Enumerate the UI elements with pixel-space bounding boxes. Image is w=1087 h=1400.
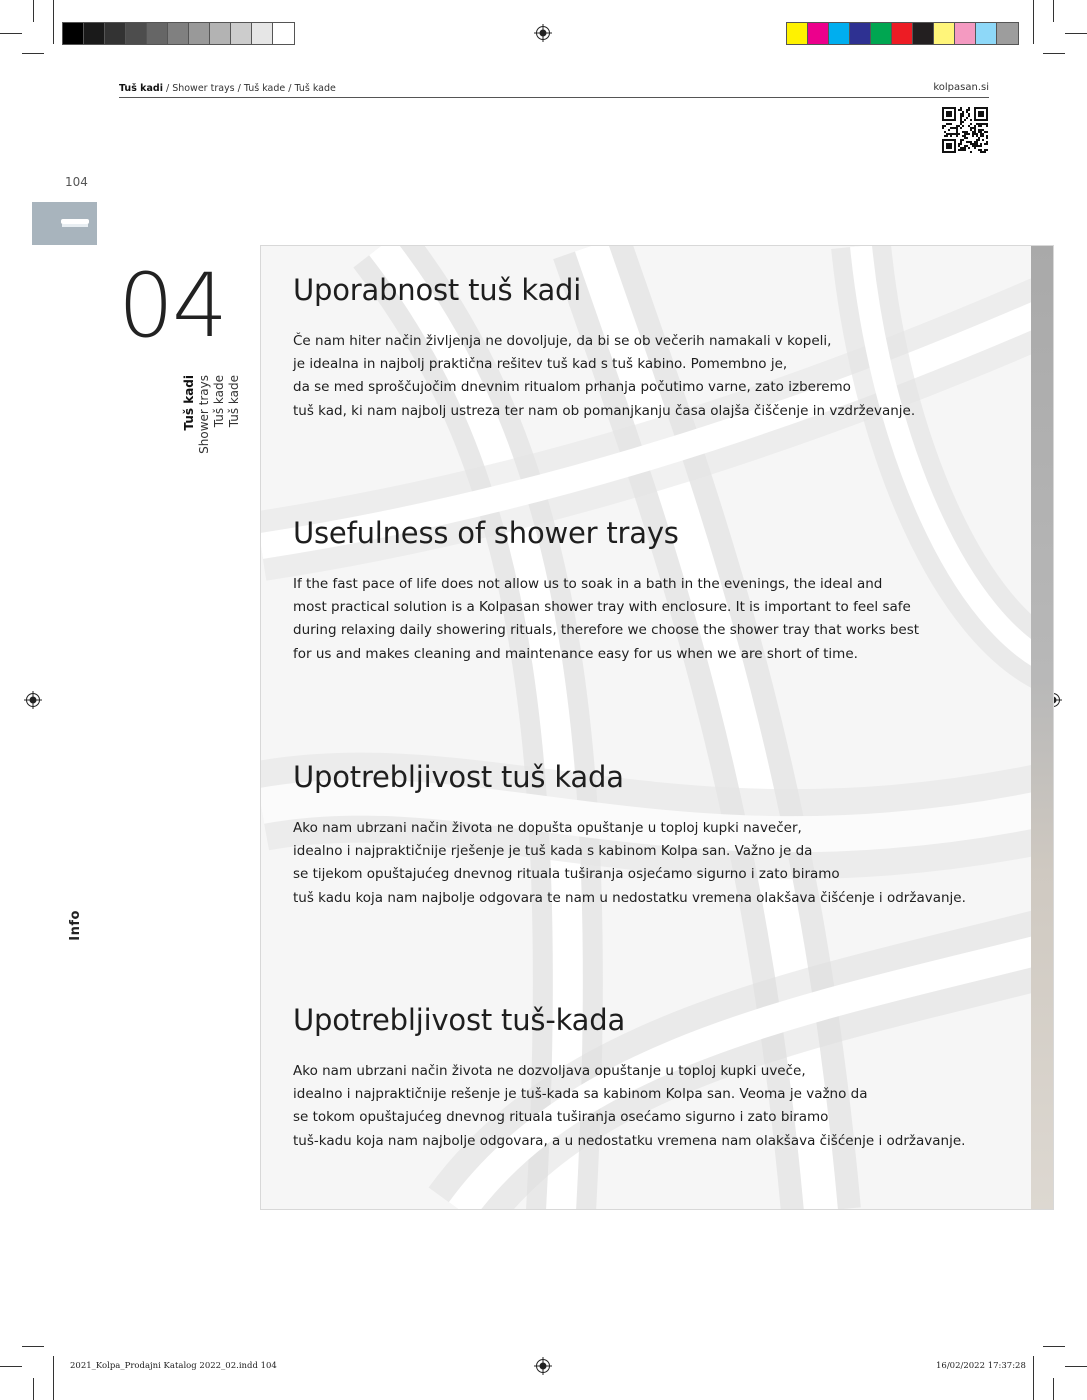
color-swatch: [871, 23, 892, 44]
color-calibration-bar: [786, 22, 1019, 45]
footer-timestamp: 16/02/2022 17:37:28: [936, 1361, 1026, 1371]
paragraph-line: for us and makes cleaning and maintenance easy for us when we are short of time.: [293, 645, 858, 662]
color-swatch: [913, 23, 934, 44]
gray-swatch: [273, 23, 294, 44]
shower-tray-icon: [32, 202, 97, 245]
header-divider: [119, 97, 989, 98]
page-number: 104: [65, 175, 88, 189]
section-tab: [32, 202, 97, 245]
section-hr: [293, 760, 993, 910]
color-swatch: [829, 23, 850, 44]
color-swatch: [976, 23, 997, 44]
paragraph-line: Ako nam ubrzani način života ne dopušta opuštanje u toploj kupki navečer,: [293, 820, 802, 836]
paragraph-line: tuš kadu koja nam najbolje odgovara te nam u nedostatku vremena olakšava čišćenje i održavanje.: [293, 889, 966, 906]
section-title: Upotrebljivost tuš kada: [293, 760, 624, 794]
chapter-labels: [182, 375, 242, 465]
gray-swatch: [147, 23, 168, 44]
color-swatch: [808, 23, 829, 44]
paragraph-line: da se med sproščujočim dnevnim ritualom prhanja počutimo varne, zato izberemo: [293, 379, 851, 396]
paragraph-line: je idealna in najbolj praktična rešitev tuš kad s tuš kabino. Pomembno je,: [293, 356, 788, 373]
registration-mark-icon: [534, 1357, 552, 1375]
paragraph-line: Če nam hiter način življenja ne dovoljuje, da bi se ob večerih namakali v kopeli,: [293, 333, 832, 349]
registration-mark-icon: [534, 24, 552, 42]
gray-swatch: [231, 23, 252, 44]
side-tab-info: Info: [68, 910, 83, 941]
gray-swatch: [105, 23, 126, 44]
section-title: Upotrebljivost tuš-kada: [293, 1003, 626, 1037]
section-sr: [293, 1003, 993, 1153]
content-panel: [260, 245, 1054, 1210]
footer-filename: 2021_Kolpa_Prodajni Katalog 2022_02.indd 104: [70, 1361, 277, 1371]
color-swatch: [997, 23, 1018, 44]
color-swatch: [850, 23, 871, 44]
paragraph-line: Ako nam ubrzani način života ne dozvoljava opuštanje u toploj kupki uveče,: [293, 1063, 806, 1079]
gray-swatch: [126, 23, 147, 44]
qr-code-icon[interactable]: [942, 107, 988, 153]
registration-mark-icon: [24, 691, 42, 709]
section-en: [293, 516, 993, 666]
paragraph-line: If the fast pace of life does not allow us to soak in a bath in the evenings, the ideal and: [293, 576, 883, 592]
color-swatch: [892, 23, 913, 44]
section-sl: [293, 273, 993, 423]
chapter-number: 04: [118, 254, 226, 357]
chapter-label-sl: Tuš kadi: [182, 375, 196, 431]
color-swatch: [955, 23, 976, 44]
gray-swatch: [168, 23, 189, 44]
breadcrumb-rest: / Shower trays / Tuš kade / Tuš kade: [162, 83, 336, 94]
paragraph-line: idealno i najpraktičnije rešenje je tuš-kada sa kabinom Kolpa san. Veoma je važno da: [293, 1086, 868, 1103]
breadcrumb-current: Tuš kadi: [119, 83, 163, 94]
paragraph-line: tuš kad, ki nam najbolj ustreza ter nam ob pomanjkanju časa olajša čiščenje in vzdrževanje.: [293, 402, 916, 419]
paragraph-line: tuš-kadu koja nam najbolje odgovara, a u nedostatku vremena nam olakšava čišćenje i održavanje.: [293, 1132, 966, 1149]
gray-calibration-bar: [62, 22, 295, 45]
chapter-label-en: Shower trays: [197, 375, 211, 454]
site-url[interactable]: kolpasan.si: [933, 82, 989, 93]
gray-swatch: [189, 23, 210, 44]
color-swatch: [934, 23, 955, 44]
paragraph-line: most practical solution is a Kolpasan shower tray with enclosure. It is important to feel safe: [293, 599, 911, 616]
panel-edge-strip: [1031, 246, 1053, 1209]
paragraph-line: during relaxing daily showering rituals, therefore we choose the shower tray that works best: [293, 622, 920, 639]
chapter-label-hr: Tuš kade: [212, 375, 226, 428]
breadcrumb: [119, 83, 336, 94]
gray-swatch: [84, 23, 105, 44]
gray-swatch: [210, 23, 231, 44]
color-swatch: [787, 23, 808, 44]
paragraph-line: idealno i najpraktičnije rješenje je tuš kada s kabinom Kolpa san. Važno je da: [293, 843, 813, 860]
chapter-label-sr: Tuš kade: [227, 375, 241, 428]
gray-swatch: [252, 23, 273, 44]
section-title: Usefulness of shower trays: [293, 516, 679, 550]
paragraph-line: se tijekom opuštajućeg dnevnog rituala tuširanja osjećamo sigurno i zato biramo: [293, 866, 840, 883]
gray-swatch: [63, 23, 84, 44]
section-title: Uporabnost tuš kadi: [293, 273, 582, 307]
paragraph-line: se tokom opuštajućeg dnevnog rituala tuširanja osećamo sigurno i zato biramo: [293, 1109, 829, 1126]
